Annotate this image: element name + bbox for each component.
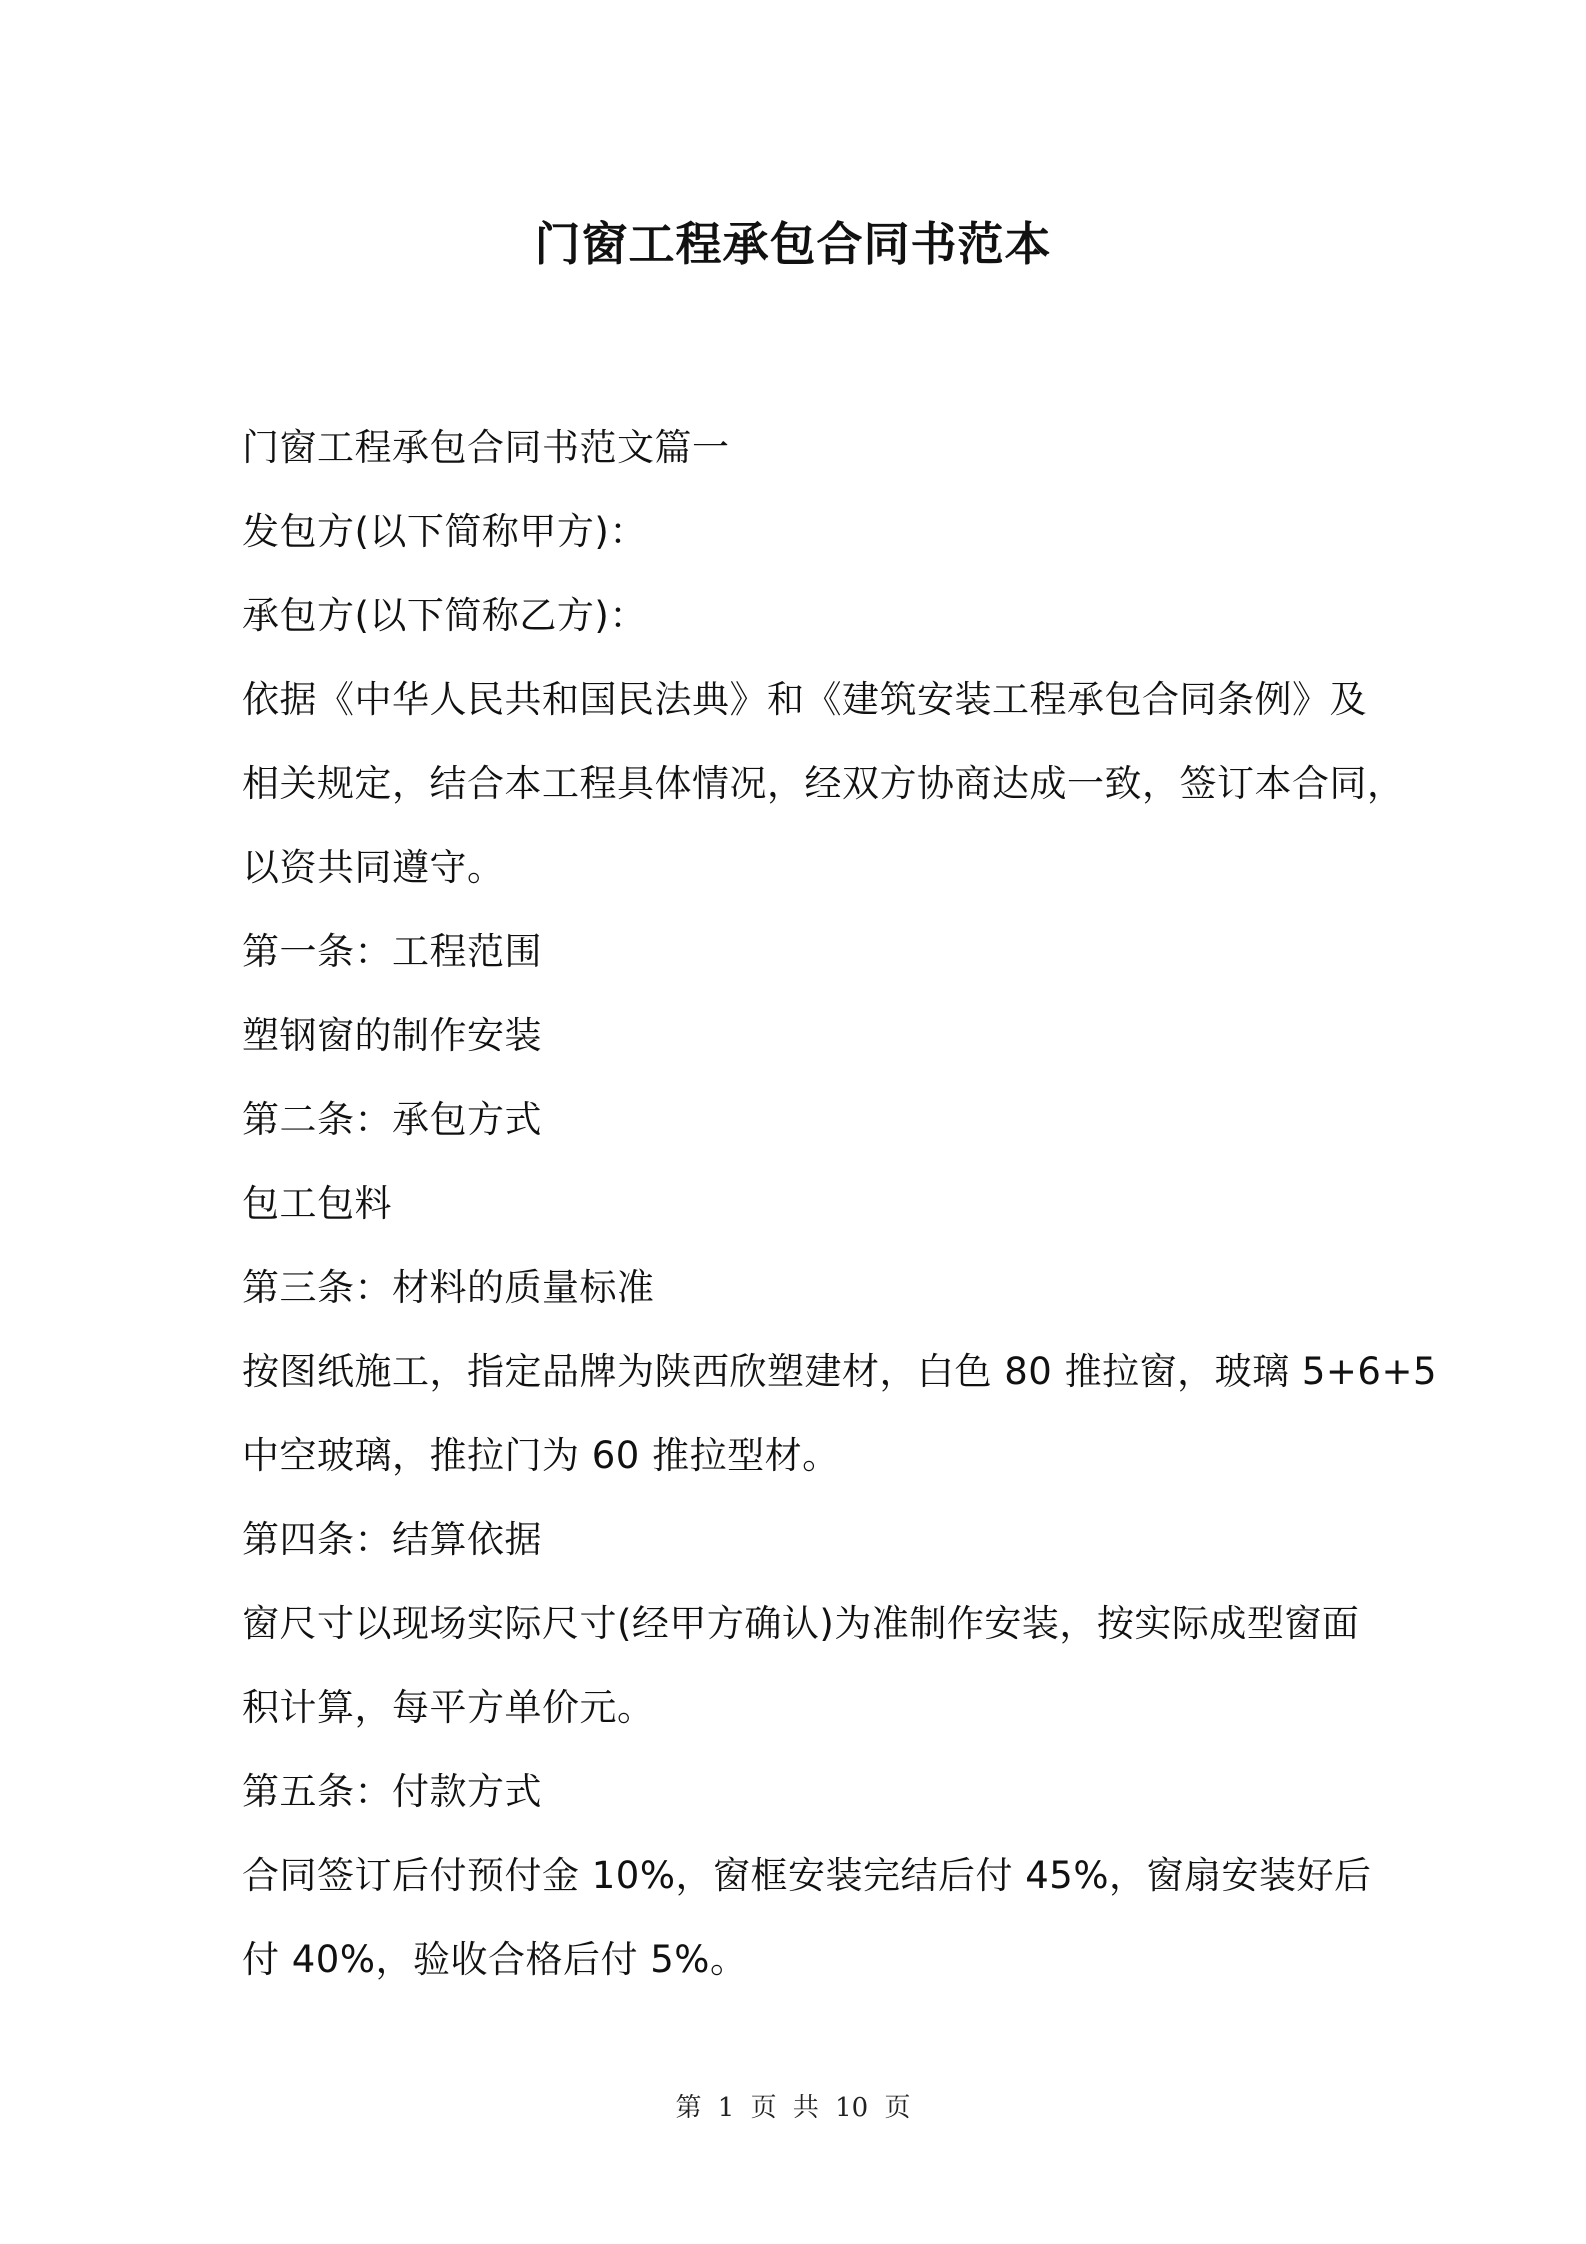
article-text: 积计算，每平方单价元。 xyxy=(242,1686,655,1729)
article-text: 塑钢窗的制作安装 xyxy=(242,1014,542,1057)
article-heading: 第四条：结算依据 xyxy=(242,1518,542,1561)
article-text: 付 40%，验收合格后付 5%。 xyxy=(242,1938,748,1981)
article-heading: 第三条：材料的质量标准 xyxy=(242,1266,655,1309)
article-heading: 第五条：付款方式 xyxy=(242,1770,542,1813)
article-heading: 第二条：承包方式 xyxy=(242,1098,542,1141)
article-text: 包工包料 xyxy=(242,1182,392,1225)
article-text: 按图纸施工，指定品牌为陕西欣塑建材，白色 80 推拉窗，玻璃 5+6+5 xyxy=(242,1350,1437,1393)
article-text: 合同签订后付预付金 10%，窗框安装完结后付 45%，窗扇安装好后 xyxy=(242,1854,1372,1897)
section-heading: 门窗工程承包合同书范文篇一 xyxy=(242,426,730,469)
paragraph-line: 依据《中华人民共和国民法典》和《建筑安装工程承包合同条例》及 xyxy=(242,678,1367,721)
document-title: 门窗工程承包合同书范本 xyxy=(534,217,1052,271)
article-heading: 第一条：工程范围 xyxy=(242,930,542,973)
party-a-line: 发包方(以下简称甲方)： xyxy=(242,510,647,553)
page-number-footer: 第 1 页 共 10 页 xyxy=(675,2093,911,2123)
paragraph-line: 以资共同遵守。 xyxy=(242,846,505,889)
paragraph-line: 相关规定，结合本工程具体情况，经双方协商达成一致，签订本合同， xyxy=(242,762,1405,805)
article-text: 中空玻璃，推拉门为 60 推拉型材。 xyxy=(242,1434,840,1477)
article-text: 窗尺寸以现场实际尺寸(经甲方确认)为准制作安装，按实际成型窗面 xyxy=(242,1602,1360,1645)
document-body xyxy=(242,406,1437,2002)
party-b-line: 承包方(以下简称乙方)： xyxy=(242,594,647,637)
